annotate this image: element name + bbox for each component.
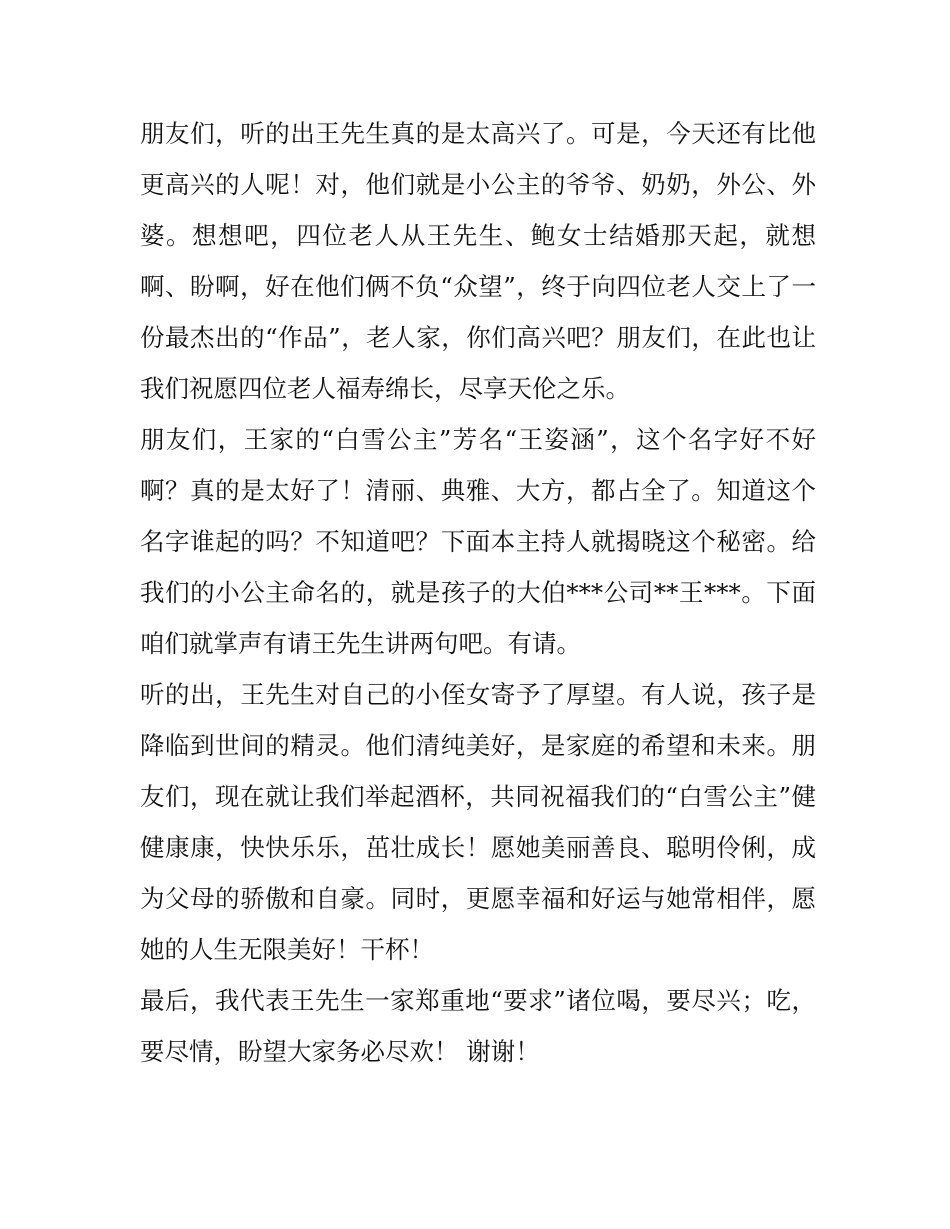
document-page: [140, 108, 816, 1077]
text-line: 咱们就掌声有请王先生讲两句吧。有请。: [140, 629, 581, 658]
text-line: 朋友们，王家的“白雪公主”芳名“王姿涵”，这个名字好不好: [140, 425, 816, 454]
text-line: 名字谁起的吗？不知道吧？下面本主持人就揭晓这个秘密。给: [140, 527, 816, 556]
text-line: 我们的小公主命名的，就是孩子的大伯***公司**王***。下面: [140, 578, 816, 607]
paragraph-3: [140, 669, 816, 975]
text-line: 健康康，快快乐乐，茁壮成长！愿她美丽善良、聪明伶俐，成: [140, 833, 816, 862]
text-line: 啊、盼啊，好在他们俩不负“众望”，终于向四位老人交上了一: [140, 272, 816, 301]
text-line: 我们祝愿四位老人福寿绵长，尽享天伦之乐。: [140, 374, 630, 403]
text-line: 朋友们，听的出王先生真的是太高兴了。可是，今天还有比他: [140, 119, 816, 148]
text-line: 为父母的骄傲和自豪。同时，更愿幸福和好运与她常相伴，愿: [140, 884, 816, 913]
paragraph-1: [140, 108, 816, 414]
text-line: 啊？真的是太好了！清丽、典雅、大方，都占全了。知道这个: [140, 476, 816, 505]
text-line: 更高兴的人呢！对，他们就是小公主的爷爷、奶奶，外公、外: [140, 170, 816, 199]
text-line: 要尽情，盼望大家务必尽欢！ 谢谢！: [140, 1037, 540, 1066]
text-line: 降临到世间的精灵。他们清纯美好，是家庭的希望和未来。朋: [140, 731, 816, 760]
text-line: 份最杰出的“作品”，老人家，你们高兴吧？朋友们，在此也让: [140, 323, 816, 352]
text-line: 友们，现在就让我们举起酒杯，共同祝福我们的“白雪公主”健: [140, 782, 816, 811]
paragraph-4: [140, 975, 816, 1077]
text-line: 婆。想想吧，四位老人从王先生、鲍女士结婚那天起，就想: [140, 221, 816, 250]
text-line: 她的人生无限美好！干杯！: [140, 935, 434, 964]
paragraph-2: [140, 414, 816, 669]
text-line: 最后，我代表王先生一家郑重地“要求”诸位喝，要尽兴；吃，: [140, 986, 816, 1015]
text-line: 听的出，王先生对自己的小侄女寄予了厚望。有人说，孩子是: [140, 680, 816, 709]
